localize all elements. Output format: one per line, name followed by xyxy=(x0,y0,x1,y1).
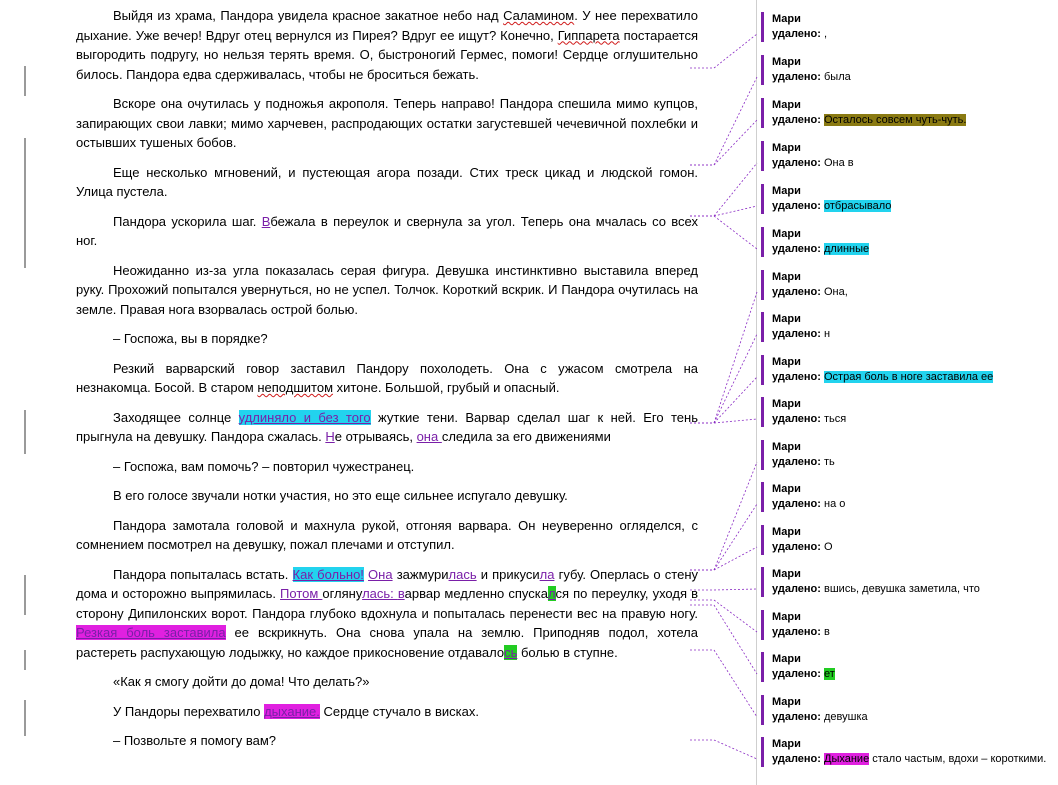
connector-line xyxy=(690,600,757,632)
paragraph[interactable] xyxy=(76,6,698,84)
paragraph[interactable] xyxy=(76,672,698,692)
deleted-text: на о xyxy=(824,498,846,510)
deleted-text: в xyxy=(824,626,830,638)
text-run[interactable]: Заходящее солнце xyxy=(113,409,239,425)
paragraph[interactable] xyxy=(76,457,698,477)
tracked-insertion[interactable]: Резкая боль заставила xyxy=(76,625,226,640)
balloon-author: Мари xyxy=(772,696,801,708)
deletion-balloon[interactable] xyxy=(761,227,1058,257)
deleted-text: отбрасывало xyxy=(824,200,892,212)
balloon-label: удалено: xyxy=(772,541,821,553)
tracked-insertion[interactable]: Она xyxy=(368,566,393,582)
connector-line xyxy=(690,504,757,570)
text-run[interactable]: зажмури xyxy=(392,566,449,582)
deleted-text: Дыхание xyxy=(824,753,870,765)
deletion-balloon[interactable] xyxy=(761,567,1058,597)
connector-line xyxy=(690,292,757,423)
balloon-label: удалено: xyxy=(772,71,821,83)
text-run[interactable]: Сердце стучало в висках. xyxy=(319,703,479,719)
balloon-author: Мари xyxy=(772,653,801,665)
connector-line xyxy=(690,589,757,590)
paragraph[interactable] xyxy=(76,212,698,251)
text-run[interactable]: В его голосе звучали нотки участия, но это еще сильнее испугало девушку. xyxy=(113,488,568,503)
deletion-balloon[interactable] xyxy=(761,270,1058,300)
change-bar xyxy=(24,700,26,736)
deleted-text: Она, xyxy=(824,286,848,298)
deletion-balloon[interactable] xyxy=(761,312,1058,342)
balloon-label: удалено: xyxy=(772,711,821,723)
change-bar xyxy=(24,410,26,454)
tracked-insertion[interactable]: Как больно! xyxy=(292,566,364,582)
connector-line xyxy=(690,462,757,570)
text-run[interactable]: постарается выгородить подругу, но нельзя терять время. О, быстроногий Гермес, помоги! Сердце оглушительно билось. Пандора едва сдерживалась, чтобы не броситься бежать. xyxy=(76,27,698,82)
balloon-label: удалено: xyxy=(772,753,821,765)
connector-line xyxy=(690,740,757,759)
deleted-text: ть xyxy=(824,456,835,468)
paragraph[interactable] xyxy=(76,261,698,320)
text-run[interactable]: арвар медленно спуска xyxy=(404,586,548,601)
deletion-balloon[interactable] xyxy=(761,55,1058,85)
paragraph[interactable] xyxy=(76,94,698,153)
text-run[interactable]: хитоне. Большой, грубый и опасный. xyxy=(333,380,560,395)
spelling-error-word[interactable]: Саламином xyxy=(503,8,575,23)
deletion-balloon[interactable] xyxy=(761,397,1058,427)
paragraph[interactable] xyxy=(76,731,698,751)
balloon-label: удалено: xyxy=(772,583,821,595)
deletion-balloon[interactable] xyxy=(761,184,1058,214)
balloon-label: удалено: xyxy=(772,328,821,340)
deletion-balloon[interactable] xyxy=(761,482,1058,512)
tracked-insertion[interactable]: удлиняло и без того xyxy=(238,409,371,425)
text-run[interactable]: Вскоре она очутилась у подножья акрополя. Теперь направо! Пандора спешила мимо купцов, запирающих свои лавки; мимо харчевен, распродающих остатки загустевшей чечевичной похлебки и остывших тушеных бобов. xyxy=(76,96,698,150)
balloon-author: Мари xyxy=(772,526,801,538)
deletion-balloon[interactable] xyxy=(761,525,1058,555)
deleted-text: н xyxy=(824,328,831,340)
text-run[interactable]: – Госпожа, вам помочь? – повторил чужестранец. xyxy=(113,458,415,474)
text-run[interactable]: Еще несколько мгновений, и пустеющая агора позади. Стих треск цикад и людской гомон. Улица пустела. xyxy=(76,164,698,199)
text-run[interactable]: – Госпожа, вы в порядке? xyxy=(113,331,268,346)
connector-line xyxy=(690,120,757,165)
paragraph[interactable] xyxy=(76,359,698,398)
paragraph[interactable] xyxy=(76,163,698,202)
balloon-author: Мари xyxy=(772,398,801,410)
connector-line xyxy=(690,419,757,423)
balloon-author: Мари xyxy=(772,356,801,368)
text-run[interactable]: . У нее перехватило дыхание. Уже вечер! Вдруг отец вернулся из Пирея? Вдруг ее ищут? Конечно, xyxy=(76,8,698,43)
text-run[interactable]: следила за его движениями xyxy=(441,429,611,444)
deleted-text: длинные xyxy=(824,243,870,255)
text-run[interactable]: ся по переулку, уходя в сторону Дипилонских ворот. Пандора глубоко вдохнула и попыталась перенести вес на правую ногу. xyxy=(76,586,698,621)
text-run[interactable]: и прикуси xyxy=(476,566,540,582)
connector-line xyxy=(690,547,757,570)
deletion-balloon[interactable] xyxy=(761,440,1058,470)
paragraph[interactable] xyxy=(76,329,698,349)
text-run[interactable]: У Пандоры перехватило xyxy=(113,703,265,719)
balloon-label: удалено: xyxy=(772,28,821,40)
balloon-label: удалено: xyxy=(772,157,821,169)
tracked-insertion[interactable]: В xyxy=(261,213,271,229)
text-run[interactable]: Резкий варварский говор заставил Пандору похолодеть. Она с ужасом смотрела на незнакомца. Босой. В старом xyxy=(76,360,698,395)
balloon-author: Мари xyxy=(772,441,801,453)
balloon-author: Мари xyxy=(772,99,801,111)
text-run[interactable]: жуткие тени. Варвар сделал шаг к ней. Его тень прыгнула на девушку. Пандора сжалась. xyxy=(76,409,698,444)
balloon-label: удалено: xyxy=(772,371,821,383)
deleted-text: вшись, девушка заметила, что xyxy=(824,583,980,595)
paragraph[interactable] xyxy=(76,486,698,506)
deletion-balloon[interactable] xyxy=(761,610,1058,640)
text-run[interactable]: огляну xyxy=(322,586,363,601)
deleted-text: девушка xyxy=(824,711,868,723)
balloon-author: Мари xyxy=(772,313,801,325)
deletion-balloon[interactable] xyxy=(761,12,1058,42)
deletion-balloon[interactable] xyxy=(761,141,1058,171)
deletion-balloon[interactable] xyxy=(761,98,1058,128)
connector-line xyxy=(690,77,757,165)
balloon-author: Мари xyxy=(772,142,801,154)
balloon-author: Мари xyxy=(772,568,801,580)
balloon-label: удалено: xyxy=(772,200,821,212)
text-run[interactable]: е отрываясь, xyxy=(334,429,417,444)
document-body[interactable] xyxy=(76,6,698,761)
balloon-author: Мари xyxy=(772,56,801,68)
change-bar xyxy=(24,650,26,670)
deleted-text: ться xyxy=(824,413,847,425)
text-run[interactable]: – Позвольте я помогу вам? xyxy=(113,733,277,748)
tracked-insertion[interactable]: в xyxy=(397,586,405,601)
balloon-label: удалено: xyxy=(772,413,821,425)
tracked-insertion[interactable]: сь xyxy=(504,644,518,660)
connector-line xyxy=(690,334,757,423)
connector-line xyxy=(690,163,757,216)
change-bar xyxy=(24,66,26,96)
text-run[interactable]: Пандора замотала головой и махнула рукой, отгоняя варвара. Он неуверенно огляделся, с сомнением посмотрел на девушку, пожал плечами и отступил. xyxy=(76,517,698,552)
balloon-label: удалено: xyxy=(772,114,821,126)
deleted-text-rest: стало частым, вдохи – короткими. xyxy=(869,753,1047,765)
tracked-insertion[interactable]: она xyxy=(416,429,442,444)
connector-line xyxy=(690,34,757,68)
balloon-label: удалено: xyxy=(772,456,821,468)
deletion-balloon[interactable] xyxy=(761,695,1058,725)
tracked-insertion[interactable]: дыхание. xyxy=(264,703,320,719)
spelling-error-word[interactable]: Гиппарета xyxy=(557,27,620,43)
text-run[interactable]: Пандора попыталась встать. xyxy=(113,566,293,582)
balloon-author: Мари xyxy=(772,185,801,197)
text-run[interactable]: «Как я смогу дойти до дома! Что делать?» xyxy=(113,674,370,689)
balloon-author: Мари xyxy=(772,483,801,495)
balloon-author: Мари xyxy=(772,228,801,240)
text-run[interactable]: Пандора ускорила шаг. xyxy=(113,213,262,229)
text-run[interactable]: Выйдя из храма, Пандора увидела красное закатное небо над xyxy=(113,8,504,23)
paragraph[interactable] xyxy=(76,408,698,447)
deleted-text: Осталось совсем чуть-чуть. xyxy=(824,114,967,126)
balloon-author: Мари xyxy=(772,13,801,25)
spelling-error-word[interactable]: неподшитом xyxy=(257,380,334,395)
deletion-balloon[interactable] xyxy=(761,652,1058,682)
tracked-insertion[interactable]: Потом xyxy=(280,586,323,601)
deleted-text: Острая боль в ноге заставила ее xyxy=(824,371,994,383)
change-bar xyxy=(24,138,26,268)
balloon-label: удалено: xyxy=(772,243,821,255)
text-run[interactable]: губу. Оперлась о стену дома и осторожно выпрямилась. xyxy=(76,566,699,601)
tracked-insertion[interactable]: лась xyxy=(448,566,477,582)
balloon-label: удалено: xyxy=(772,626,821,638)
connector-line xyxy=(690,605,757,674)
deleted-text: была xyxy=(824,71,851,83)
text-run[interactable]: ее вскрикнуть. Она снова упала на землю. Приподняв подол, хотела растереть распухающую лодыжку, но каждое прикосновение отдавало xyxy=(76,625,698,660)
tracked-insertion[interactable]: л xyxy=(547,586,556,601)
balloon-author: Мари xyxy=(772,611,801,623)
balloon-label: удалено: xyxy=(772,498,821,510)
deleted-text: Она в xyxy=(824,157,854,169)
balloon-author: Мари xyxy=(772,738,801,750)
change-bar xyxy=(24,575,26,615)
paragraph[interactable] xyxy=(76,702,698,722)
connector-line xyxy=(690,206,757,216)
deleted-text: ет xyxy=(824,668,835,680)
tracked-insertion[interactable]: ла xyxy=(539,566,555,582)
balloon-author: Мари xyxy=(772,271,801,283)
markup-pane xyxy=(756,0,1058,785)
text-run[interactable]: Неожиданно из-за угла показалась серая фигура. Девушка инстинктивно выставила вперед руку. Прохожий попытался увернуться, но не успел. Толчок. Короткий вскрик. И Пандора очутилась на земле. Правая нога взорвалась острой болью. xyxy=(76,262,698,317)
tracked-insertion[interactable]: Н xyxy=(325,429,335,444)
balloon-label: удалено: xyxy=(772,668,821,680)
deleted-text: О xyxy=(824,541,833,553)
deletion-balloon[interactable] xyxy=(761,355,1058,385)
deletion-balloon[interactable] xyxy=(761,737,1058,767)
balloon-label: удалено: xyxy=(772,286,821,298)
paragraph[interactable] xyxy=(76,516,698,555)
text-run[interactable]: болью в ступне. xyxy=(517,644,618,660)
deleted-text: , xyxy=(824,28,828,40)
connector-line xyxy=(690,650,757,717)
text-run[interactable]: бежала в переулок и свернула за угол. Теперь она мчалась со всех ног. xyxy=(76,213,699,248)
tracked-insertion[interactable]: лась: xyxy=(362,586,398,601)
connector-line xyxy=(690,216,757,249)
connector-line xyxy=(690,377,757,423)
paragraph[interactable] xyxy=(76,565,698,663)
